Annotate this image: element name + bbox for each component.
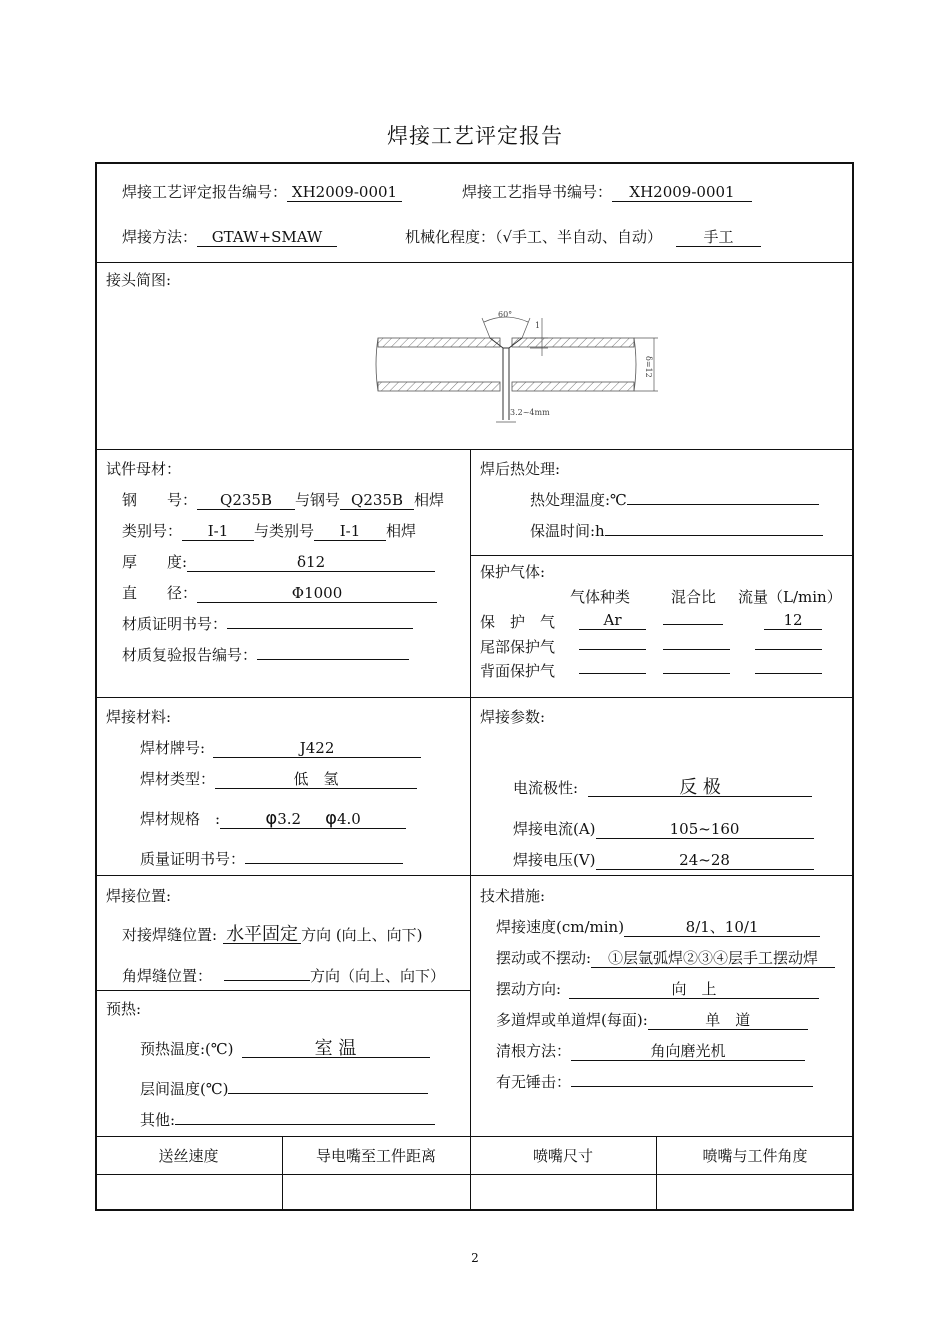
page-number: 2 <box>471 1251 479 1265</box>
filler-brand-field: 焊材牌号: J422 <box>140 737 421 758</box>
peening-field: 有无锤击： <box>496 1071 813 1092</box>
wps-number: XH2009-0001 <box>612 184 752 202</box>
gas-row: 保 护 气 <box>480 613 556 631</box>
travel-speed-field: 焊接速度(cm/min) 8/1、10/1 <box>496 916 820 937</box>
pqr-number: XH2009-0001 <box>287 184 402 202</box>
back-gouge-field: 清根方法： 角向磨光机 <box>496 1040 805 1061</box>
preheat-other-field: 其他: <box>140 1109 435 1130</box>
filler-type-field: 焊材类型： 低 氢 <box>140 768 417 789</box>
mechanization: 手工 <box>676 229 761 247</box>
gas-col-type: 气体种类 <box>570 588 631 606</box>
butt-position-field: 对接焊缝位置: 水平固定 方向 (向上、向下) <box>122 924 423 945</box>
base-metal-label: 试件母材： <box>106 460 182 478</box>
gas-row: 背面保护气 <box>480 662 556 680</box>
nozzle-angle-header: 喷嘴与工件角度 <box>702 1147 808 1165</box>
pqr-number-field: 焊接工艺评定报告编号： XH2009-0001 <box>122 181 402 202</box>
category-field: 类别号： I-1 与类别号 I-1 相焊 <box>122 522 417 540</box>
preheat-label: 预热: <box>106 1000 142 1018</box>
gas-label: 保护气体: <box>480 563 546 581</box>
diameter-field: 直 径： Φ1000 <box>122 582 437 603</box>
technique-label: 技术措施: <box>480 887 546 905</box>
current-field: 焊接电流(A) 105~160 <box>513 818 814 839</box>
gas-col-flow: 流量（L/min） <box>738 588 842 606</box>
weave-field: 摆动或不摆动: ①层氩弧焊②③④层手工摆动焊 <box>496 947 835 968</box>
preheat-temp-field: 预热温度:(℃) 室 温 <box>140 1038 430 1059</box>
gas-row: 尾部保护气 <box>480 638 556 656</box>
nozzle-size-header: 喷嘴尺寸 <box>532 1147 593 1165</box>
position-label: 焊接位置: <box>106 887 172 905</box>
tip-distance-header: 导电嘴至工件距离 <box>315 1147 436 1165</box>
mechanization-field: 机械化程度：（√手工、半自动、自动） 手工 <box>405 226 761 247</box>
interpass-temp-field: 层间温度(℃) <box>140 1078 428 1099</box>
pass-type-field: 多道焊或单道焊(每面): 单 道 <box>496 1009 808 1030</box>
weave-direction-field: 摆动方向: 向 上 <box>496 978 819 999</box>
pwht-time-field: 保温时间:h <box>530 520 823 541</box>
gap-label: 3.2~4mm <box>510 408 550 417</box>
filler-spec-field: 焊材规格 : φ3.2 φ4.0 <box>140 808 406 829</box>
joint-sketch-label: 接头简图: <box>106 271 172 289</box>
material-recheck-field: 材质复验报告编号： <box>122 644 409 665</box>
wire-feed-speed-header: 送丝速度 <box>158 1147 219 1165</box>
pwht-temp-field: 热处理温度:℃ <box>530 489 819 510</box>
fillet-position-field: 角焊缝位置： 方向（向上、向下） <box>122 967 446 985</box>
params-label: 焊接参数: <box>480 708 546 726</box>
welding-method-field: 焊接方法： GTAW+SMAW <box>122 226 337 247</box>
thickness-label: δ=12 <box>644 356 653 378</box>
angle-label: 60° <box>498 310 513 319</box>
polarity-field: 电流极性: 反 极 <box>513 777 812 798</box>
gas-col-mix: 混合比 <box>671 588 717 606</box>
pwht-label: 焊后热处理: <box>480 460 561 478</box>
thickness-field: 厚 度: δ12 <box>122 551 435 572</box>
material-cert-field: 材质证明书号： <box>122 613 413 634</box>
voltage-field: 焊接电压(V) 24~28 <box>513 849 814 870</box>
joint-diagram <box>370 300 660 430</box>
root-face-label: 1 <box>535 321 541 330</box>
filler-label: 焊接材料: <box>106 708 172 726</box>
welding-method: GTAW+SMAW <box>197 229 337 247</box>
page-title: 焊接工艺评定报告 <box>387 124 563 148</box>
filler-qc-field: 质量证明书号： <box>140 848 403 869</box>
steel-grade-field: 钢 号： Q235B 与钢号 Q235B 相焊 <box>122 491 445 509</box>
wps-number-field: 焊接工艺指导书编号： XH2009-0001 <box>462 181 752 202</box>
